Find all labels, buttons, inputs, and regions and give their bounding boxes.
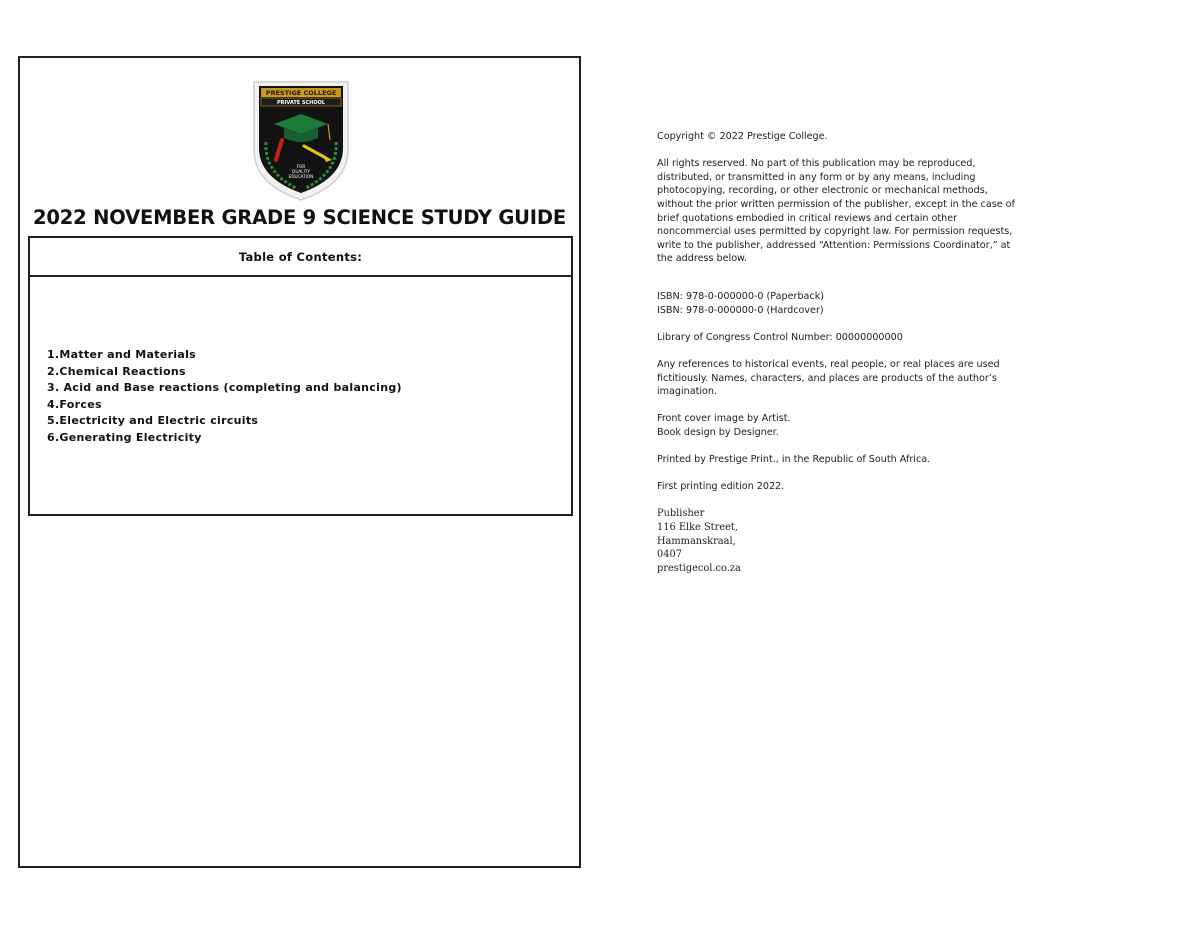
publisher-address: [657, 507, 1017, 575]
crest-motto-2: QUALITY: [292, 169, 310, 174]
cover-image-credit: Front cover image by Artist.: [657, 413, 791, 425]
toc-item-electricity: 5.Electricity and Electric circuits: [47, 414, 259, 428]
crest-banner-sub: PRIVATE SCHOOL: [276, 100, 326, 106]
crest-banner-top: PRESTIGE COLLEGE: [265, 89, 337, 97]
loc-number: Library of Congress Control Number: 00000000000: [657, 331, 903, 343]
publisher-label: Publisher: [657, 508, 705, 520]
toc-item-matter: 1.Matter and Materials: [47, 348, 197, 361]
address-line-1: 116 Elke Street,: [657, 522, 738, 534]
fiction-disclaimer: Any references to historical events, real people, or real places are used fictitiously. Names, characters, and places are products of the author’s imagination.: [657, 358, 1000, 398]
table-of-contents: [28, 236, 573, 516]
toc-item-acid-base: 3. Acid and Base reactions (completing and balancing): [47, 381, 402, 395]
school-crest-icon: [252, 80, 350, 202]
toc-item-chemical-reactions: 2.Chemical Reactions: [47, 364, 186, 378]
address-line-2: Hammanskraal,: [657, 535, 736, 547]
toc-list: [47, 347, 402, 447]
toc-item-generating-electricity: 6.Generating Electricity: [47, 430, 202, 444]
toc-item-forces: 4.Forces: [47, 397, 102, 411]
toc-heading: Table of Contents:: [30, 238, 571, 277]
study-guide-cover-page: [18, 56, 581, 868]
crest-motto-3: EDUCATION: [288, 174, 314, 179]
crest-motto-1: FOR: [296, 164, 306, 169]
isbn-block: [657, 290, 1017, 317]
publisher-website: prestigecol.co.za: [657, 562, 741, 574]
book-design-credit: Book design by Designer.: [657, 426, 779, 438]
document-title: 2022 NOVEMBER GRADE 9 SCIENCE STUDY GUIDE: [33, 206, 566, 229]
rights-paragraph: All rights reserved. No part of this publication may be reproduced, distributed, or transmitted in any form or by any means, including photocopying, recording, or other electronic or mechanical methods, without the prior written permission of the publisher, except in the case of brief quotations embodied in critical reviews and certain other noncommercial uses permitted by copyright law. For permission requests, write to the publisher, addressed “Attention: Permissions Coordinator,” at the address below.: [657, 158, 1015, 265]
isbn-hardcover: ISBN: 978-0-000000-0 (Hardcover): [657, 304, 824, 316]
address-line-3: 0407: [657, 549, 682, 561]
copyright-page: [657, 130, 1017, 575]
printed-by: Printed by Prestige Print., in the Republic of South Africa.: [657, 454, 931, 466]
first-printing: First printing edition 2022.: [657, 481, 785, 493]
isbn-paperback: ISBN: 978-0-000000-0 (Paperback): [657, 290, 824, 302]
copyright-line: Copyright © 2022 Prestige College.: [657, 131, 828, 142]
